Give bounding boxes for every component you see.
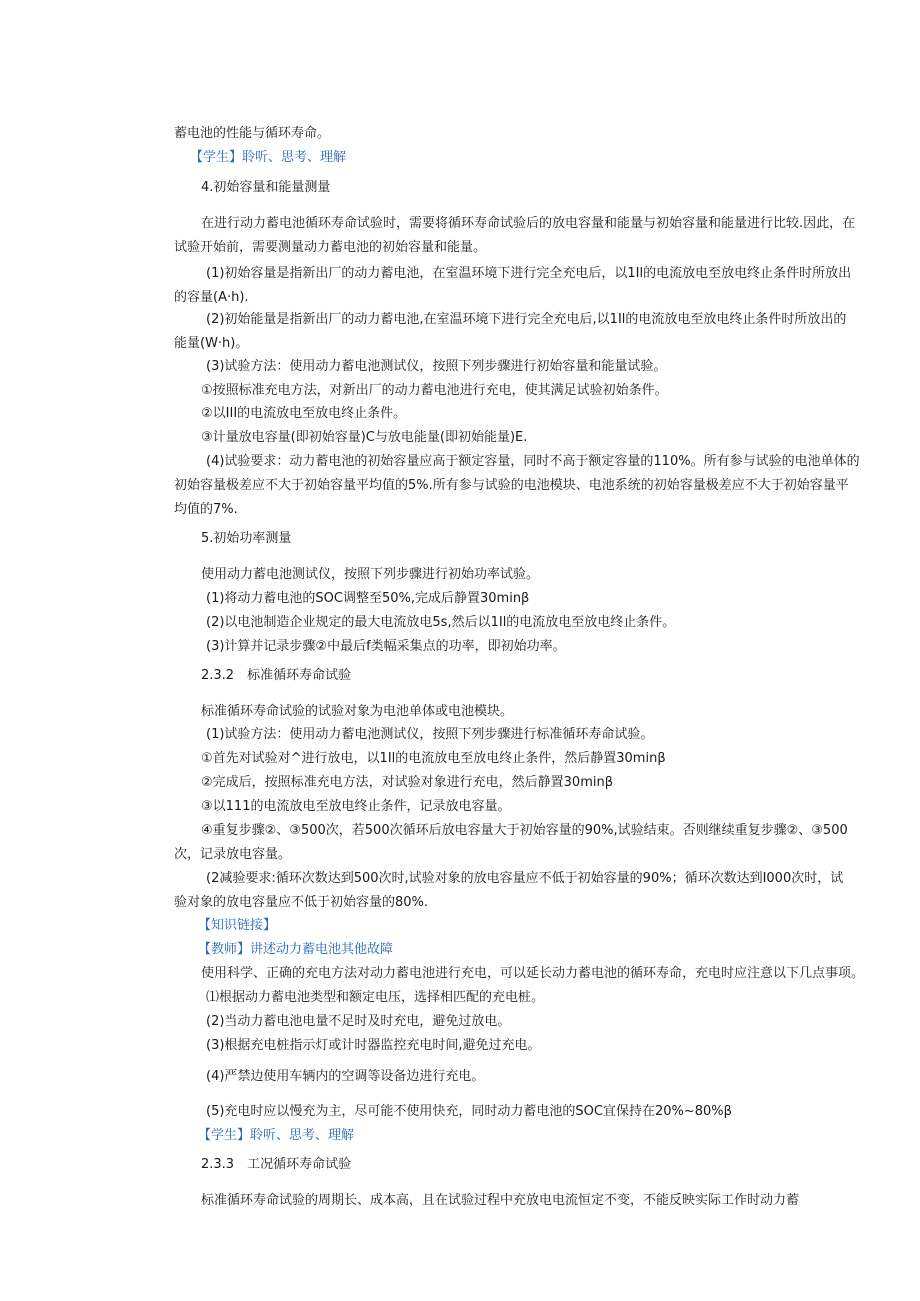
paragraph-line: (1)初始容量是指新出厂的动力蓄电池，在室温环境下进行完全充电后，以1Il的电流放电至放电终止条件时所放出 <box>206 266 852 281</box>
paragraph-line: 在进行动力蓄电池循环寿命试验时，需要将循环寿命试验后的放电容量和能量与初始容量和能量进行比较.因此，在 <box>201 216 856 231</box>
paragraph-line: 试验开始前，需要测量动力蓄电池的初始容量和能量。 <box>174 240 487 255</box>
knowledge-link: 【知识链接】 <box>198 918 277 933</box>
student-note: 【学生】聆听、思考、理解 <box>190 150 347 165</box>
paragraph-line: (3)根据充电桩指示灯或计时器监控充电时间,避免过充电。 <box>206 1038 541 1053</box>
paragraph-line: ③计量放电容量(即初始容量)C与放电能量(即初始能量)E. <box>201 430 528 445</box>
paragraph-line: 均值的7%. <box>174 502 238 517</box>
paragraph-line: (4)试验要求：动力蓄电池的初始容量应高于额定容量，同时不高于额定容量的110%。所有参与试验的电池单体的 <box>206 454 860 469</box>
paragraph-line: 次，记录放电容量。 <box>174 847 292 862</box>
paragraph-line: 能量(W·h)。 <box>174 336 249 351</box>
paragraph-line: ②完成后，按照标准充电方法，对试验对象进行充电，然后静置30minβ <box>201 775 614 790</box>
paragraph-line: ③以111的电流放电至放电终止条件，记录放电容量。 <box>201 799 511 814</box>
paragraph-line: 初始容量极差应不大于初始容量平均值的5%.所有参与试验的电池模块、电池系统的初始容量极差应不大于初始容量平 <box>174 478 849 493</box>
paragraph-line: (5)充电时应以慢充为主，尽可能不使用快充，同时动力蓄电池的SOC宜保持在20%~80%β <box>206 1104 732 1119</box>
paragraph-line: ①首先对试验对^进行放电，以1Il的电流放电至放电终止条件，然后静置30minβ <box>201 751 666 766</box>
section-heading: 5.初始功率测量 <box>201 531 292 546</box>
paragraph-line: 蓄电池的性能与循环寿命。 <box>174 126 331 141</box>
paragraph-line: 标准循环寿命试验的周期长、成本高，且在试验过程中充放电电流恒定不变，不能反映实际工作时动力蓄 <box>201 1193 800 1208</box>
teacher-note: 【教师】讲述动力蓄电池其他故障 <box>198 942 394 957</box>
paragraph-line: (3)试验方法：使用动力蓄电池测试仪，按照下列步骤进行初始容量和能量试验。 <box>206 359 667 374</box>
section-heading: 2.3.2 标准循环寿命试验 <box>201 668 352 683</box>
paragraph-line: (2)初始能量是指新出厂的动力蓄电池,在室温环境下进行完全充电后,以1Il的电流放电至放电终止条件时所放出的 <box>206 312 847 327</box>
paragraph-line: 使用动力蓄电池测试仪，按照下列步骤进行初始功率试验。 <box>201 567 540 582</box>
paragraph-line: ①按照标准充电方法，对新出厂的动力蓄电池进行充电，使其满足试验初始条件。 <box>201 383 668 398</box>
paragraph-line: (1)将动力蓄电池的SOC调整至50%,完成后静置30minβ <box>206 591 530 606</box>
paragraph-line: ⑴根据动力蓄电池类型和额定电压，选择相匹配的充电桩。 <box>206 990 545 1005</box>
section-heading: 2.3.3 工况循环寿命试验 <box>201 1157 352 1172</box>
paragraph-line: (2)当动力蓄电池电量不足时及时充电，避免过放电。 <box>206 1014 511 1029</box>
paragraph-line: (3)计算并记录步骤②中最后f类幅采集点的功率，即初始功率。 <box>206 639 566 654</box>
paragraph-line: 标准循环寿命试验的试验对象为电池单体或电池模块。 <box>201 704 514 719</box>
paragraph-line: (2)以电池制造企业规定的最大电流放电5s,然后以1Il的电流放电至放电终止条件。 <box>206 615 676 630</box>
section-heading: 4.初始容量和能量测量 <box>201 180 331 195</box>
paragraph-line: 验对象的放电容量应不低于初始容量的80%. <box>174 895 429 910</box>
paragraph-line: ②以III的电流放电至放电终止条件。 <box>201 406 407 421</box>
paragraph-line: (2减验要求:循环次数达到500次时,试验对象的放电容量应不低于初始容量的90%；循环次数达到I000次时，试 <box>206 871 844 886</box>
paragraph-line: ④重复步骤②、③500次，若500次循环后放电容量大于初始容量的90%,试验结束。否则继续重复步骤②、③500 <box>201 823 848 838</box>
paragraph-line: (4)严禁边使用车辆内的空调等设备边进行充电。 <box>206 1069 485 1084</box>
paragraph-line: 使用科学、正确的充电方法对动力蓄电池进行充电，可以延长动力蓄电池的循环寿命，充电时应注意以下几点事项。 <box>201 966 865 981</box>
paragraph-line: (1)试验方法：使用动力蓄电池测试仪，按照下列步骤进行标准循环寿命试验。 <box>206 727 654 742</box>
paragraph-line: 的容量(A·h). <box>174 290 249 305</box>
student-note: 【学生】聆听、思考、理解 <box>198 1128 355 1143</box>
